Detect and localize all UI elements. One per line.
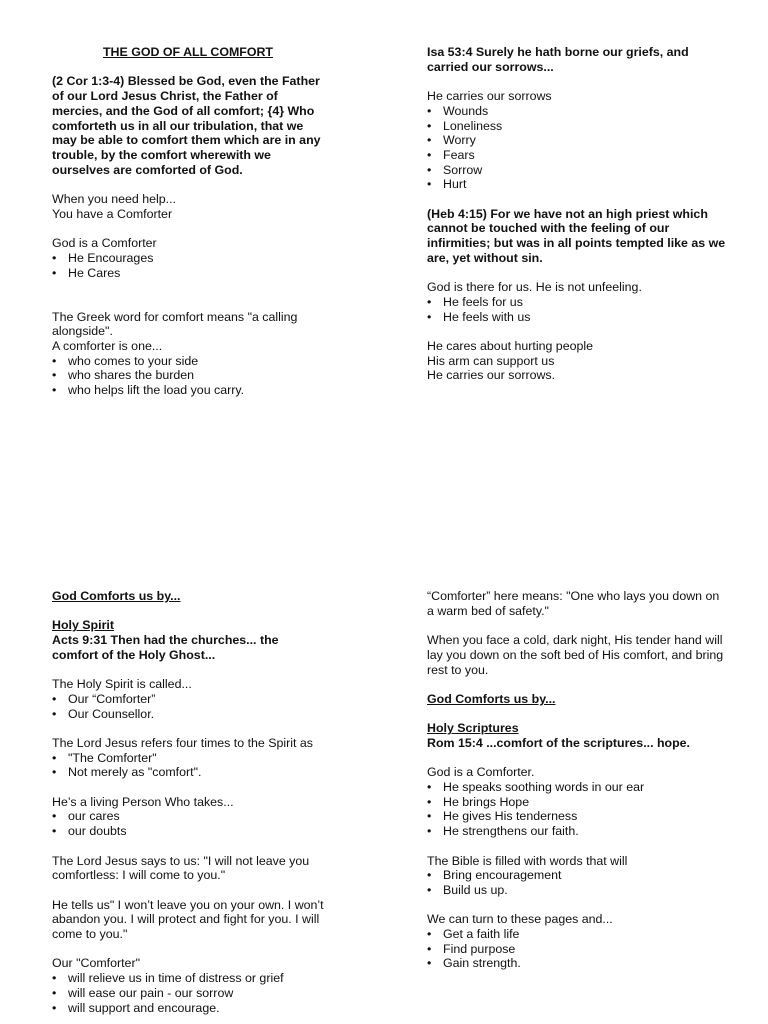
subheading-holy-spirit: Holy Spirit <box>52 618 114 633</box>
he-tells-us: He tells us" I won’t leave you on your own. I won’t abandon you. I will protect and fight for you. I will come to you." <box>52 897 324 942</box>
our-comforter: Our "Comforter" <box>52 956 140 971</box>
list-item: • Gain strength. <box>427 956 727 971</box>
jesus-says: The Lord Jesus says to us: "I will not leave you comfortless: I will come to you." <box>52 853 310 883</box>
list-item: • Bring encouragement <box>427 868 727 883</box>
will-list <box>52 971 324 1015</box>
spirit-called: The Holy Spirit is called... <box>52 677 192 692</box>
list-item: • Our Counsellor. <box>52 707 324 722</box>
god-is-comforter: God is a Comforter <box>52 236 157 251</box>
list-item: • Build us up. <box>427 883 727 898</box>
greek-word-text: The Greek word for comfort means "a calling alongside". <box>52 309 298 339</box>
sorrow-list <box>427 104 727 192</box>
turn-pages: We can turn to these pages and... <box>427 912 613 927</box>
list-item: • Loneliness <box>427 119 727 134</box>
god-is-comforter-2: God is a Comforter. <box>427 765 535 780</box>
list-item: • He feels for us <box>427 295 727 310</box>
list-item: • Not merely as "comfort". <box>52 765 324 780</box>
verse-2cor: (2 Cor 1:3-4) Blessed be God, even the Father of our Lord Jesus Christ, the Father of mercies, and the God of all comfort; {4} Who comforteth us in all our tribulation, that we may be able to comfort them which are in any trouble, by the comfort wherewith we ourselves are comforted of God. <box>52 74 321 177</box>
list-item: • He brings Hope <box>427 795 727 810</box>
verse-acts: Acts 9:31 Then had the churches... the comfort of the Holy Ghost... <box>52 633 279 662</box>
list-item: • Find purpose <box>427 942 727 957</box>
list-item: • "The Comforter" <box>52 751 324 766</box>
refers-line: The Lord Jesus refers four times to the Spirit as <box>52 735 314 750</box>
feels-list <box>427 295 727 324</box>
bottom-left-column <box>52 589 324 1015</box>
top-left-column <box>52 45 324 398</box>
have-comforter-line: You have a Comforter <box>52 206 173 221</box>
list-item: • our cares <box>52 809 324 824</box>
list-item: • will relieve us in time of distress or grief <box>52 971 324 986</box>
list-item: • Sorrow <box>427 163 727 178</box>
list-item: • He gives His tenderness <box>427 809 727 824</box>
cares-line-2: His arm can support us <box>427 353 555 368</box>
top-right-column <box>427 45 727 383</box>
list-item: • He Cares <box>52 266 324 281</box>
bible-filled: The Bible is filled with words that will <box>427 853 628 868</box>
list-item: • He strengthens our faith. <box>427 824 727 839</box>
list-item: • will support and encourage. <box>52 1001 324 1016</box>
list-item: • will ease our pain - our sorrow <box>52 986 324 1001</box>
carries-sorrows: He carries our sorrows <box>427 89 552 104</box>
verse-rom: Rom 15:4 ...comfort of the scriptures... hope. <box>427 735 690 750</box>
comforter-means: “Comforter” here means: "One who lays you down on a warm bed of safety." <box>427 589 720 618</box>
bible-list <box>427 868 727 897</box>
list-item: • He speaks soothing words in our ear <box>427 780 727 795</box>
section-heading: God Comforts us by... <box>427 691 556 706</box>
list-item: • Worry <box>427 133 727 148</box>
comforter-list <box>52 354 324 398</box>
verse-heb: (Heb 4:15) For we have not an high priest which cannot be touched with the feeling of our infirmities; but was in all points tempted like as we are, yet without sin. <box>427 206 726 265</box>
bottom-right-column <box>427 589 727 971</box>
god-is-list <box>52 251 324 280</box>
document-title: THE GOD OF ALL COMFORT <box>102 45 273 59</box>
living-person: He’s a living Person Who takes... <box>52 794 234 809</box>
verse-isa: Isa 53:4 Surely he hath borne our griefs, and carried our sorrows... <box>427 45 689 74</box>
list-item: • He Encourages <box>52 251 324 266</box>
god-list <box>427 780 727 839</box>
refers-list <box>52 751 324 780</box>
list-item: • Fears <box>427 148 727 163</box>
list-item: • who helps lift the load you carry. <box>52 383 324 398</box>
list-item: • Get a faith life <box>427 927 727 942</box>
list-item: • Hurt <box>427 177 727 192</box>
comforter-is-one: A comforter is one... <box>52 339 163 353</box>
list-item: • our doubts <box>52 824 324 839</box>
list-item: • who comes to your side <box>52 354 324 369</box>
list-item: • Our “Comforter” <box>52 692 324 707</box>
god-there-line: God is there for us. He is not unfeeling. <box>427 280 642 295</box>
dark-night: When you face a cold, dark night, His tender hand will lay you down on the soft bed of His comfort, and bring rest to you. <box>427 633 724 677</box>
called-list <box>52 692 324 721</box>
person-list <box>52 809 324 838</box>
subheading-holy-scriptures: Holy Scriptures <box>427 721 519 736</box>
cares-line-1: He cares about hurting people <box>427 339 594 353</box>
need-help-line: When you need help... <box>52 192 176 206</box>
list-item: • who shares the burden <box>52 368 324 383</box>
turn-list <box>427 927 727 971</box>
section-heading: God Comforts us by... <box>52 589 181 603</box>
list-item: • Wounds <box>427 104 727 119</box>
list-item: • He feels with us <box>427 310 727 325</box>
cares-line-3: He carries our sorrows. <box>427 368 556 383</box>
